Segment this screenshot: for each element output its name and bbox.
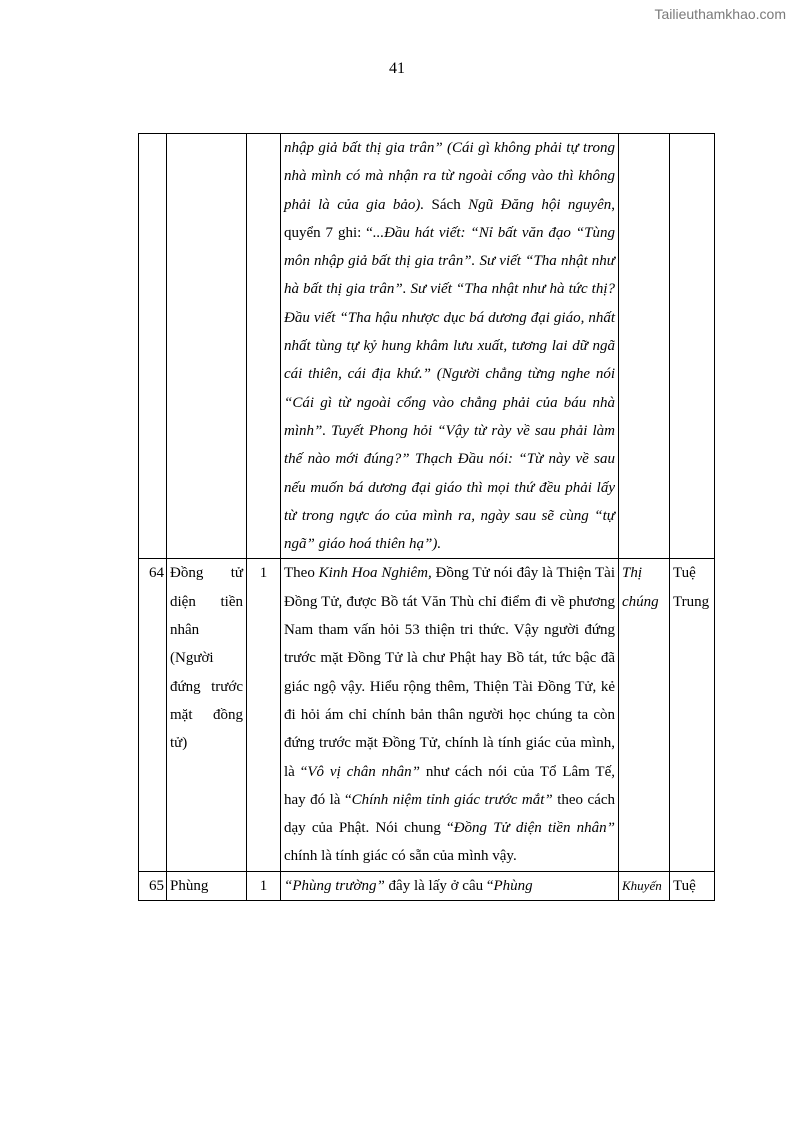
text-segment: Ngũ Đăng hội nguyên [468,196,612,213]
text-segment: chính là tính giác có sẵn của mình vậy. [284,848,517,865]
cell-term: Phùng [167,871,247,900]
text-segment: như cách nói của Tổ Lâm Tế, hay đó là “ [284,763,616,808]
cell-source: Khuyến [619,871,670,900]
text-segment: Đồng Tử nói đây là Thiện Tài Đồng Tử, được Bồ tát Văn Thù chỉ điểm đi về phương Nam tham vấn hỏi 53 thiện tri thức. Vậy người đứng trước mặt Đồng Tử là chư Phật hay Bồ tát, tức bậc đã giác ngộ vậy. Hiểu rộng thêm, Thiện Tài Đồng Tử, kẻ đi hỏi ám chỉ chính bản thân người học chúng ta còn đứng trước mặt Đồng Tử, chính là tính giác của mình, là “ [284,565,615,780]
table-row [139,134,715,559]
cell-stt [139,134,167,559]
text-segment: Kinh Hoa Nghiêm, [318,565,432,582]
text-segment: Sách [424,196,469,213]
cell-author: Tuệ [670,871,715,900]
cell-author: Tuệ Trung [670,559,715,871]
cell-count [247,134,281,559]
text-segment: đây là lấy ở câu “ [384,877,494,894]
text-segment: Đồng Tử diện tiền nhân” [453,820,615,837]
page-number: 41 [389,60,405,77]
cell-explanation [281,134,619,559]
text-segment: ...Đầu hát viết: “Nỉ bất văn đạo “Tùng môn nhập giả bất thị gia trân”. Sư viết “Tha nhật như hà bất thị gia trân”. Sư viết “Tha nhật như hà tức thị? Đầu viết “Tha hậu nhược dục bá dương đại giáo, nhất nhất tùng tự kỷ hung khâm lưu xuất, tương lai dữ ngã cái thiên, cái địa khứ.” (Người chẳng từng nghe nói “Cái gì từ ngoài cổng vào chẳng phải của báu nhà mình”. Tuyết Phong hỏi “Vậy từ rày về sau phải làm thế nào mới đúng?” Thạch Đầu nói: “Từ này về sau nếu muốn bá dương đại giáo thì mọi thứ đều phải lấy từ trong ngực áo của mình ra, ngày sau sẽ cùng “tự ngã” giáo hoá thiên hạ”). [284,224,615,553]
watermark-text: Tailieuthamkhao.com [654,6,786,22]
cell-count: 1 [247,871,281,900]
text-segment: Phùng [493,877,533,894]
cell-source: Thị chúng [619,559,670,871]
text-segment: Chính niệm tỉnh giác trước mắt” [351,791,553,808]
glossary-table [138,133,715,901]
text-segment: Theo [284,565,319,582]
cell-term [167,134,247,559]
cell-term: Đồng tử diện tiền nhân (Người đứng trước mặt đồng tử) [167,559,247,871]
cell-explanation [281,871,619,900]
cell-stt: 65 [139,871,167,900]
cell-count: 1 [247,559,281,871]
table-row [139,559,715,871]
table-row [139,871,715,900]
text-segment: nhập giả bất thị gia trân” (Cái gì không phải tự trong nhà mình có mà nhận ra từ ngoài cổng vào thì không phải là của gia bảo). [284,140,615,213]
text-segment: , quyển 7 ghi: “ [284,196,615,241]
text-segment: theo cách dạy của Phật. Nói chung “ [284,791,616,837]
text-segment: “Phùng trường” [284,877,385,894]
cell-stt: 64 [139,559,167,871]
cell-source [619,134,670,559]
cell-author [670,134,715,559]
cell-explanation [281,559,619,871]
text-segment: Vô vị chân nhân” [307,763,421,780]
